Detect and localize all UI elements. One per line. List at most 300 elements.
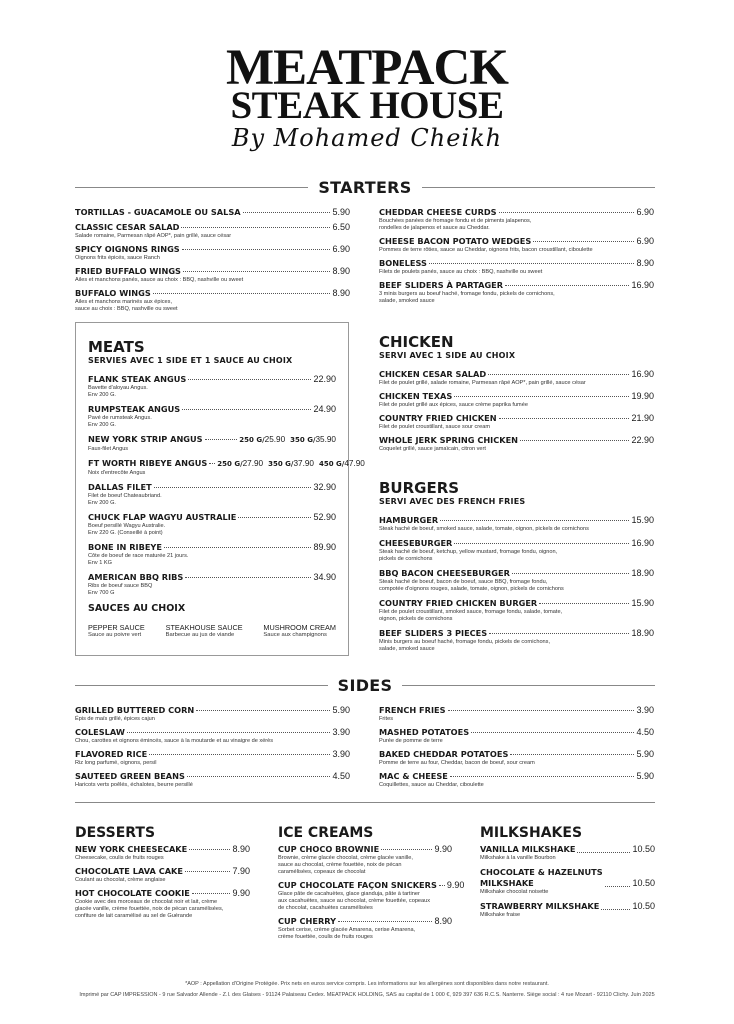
menu-item-price: 9.90: [446, 880, 465, 890]
menu-item-row: [75, 844, 250, 855]
dotted-leader: [512, 573, 630, 574]
menu-item-desc: Épis de maïs grillé, épices cajun: [75, 716, 155, 722]
desserts-title: DESSERTS: [75, 825, 156, 841]
dotted-leader: [149, 754, 330, 755]
menu-item-row: [379, 258, 654, 269]
menu-item: [75, 844, 250, 862]
dotted-leader: [499, 212, 635, 213]
menu-item: [278, 916, 452, 941]
menu-item-price: 9.90: [434, 844, 452, 854]
menu-item-desc: Riz long parfumé, oignons, persil: [75, 760, 157, 766]
menu-item: [379, 749, 654, 767]
price-option: [319, 458, 365, 470]
price-option: [217, 458, 268, 470]
menu-item-price: 22.90: [313, 374, 336, 384]
menu-item: [75, 866, 250, 884]
menu-item-price: 32.90: [313, 482, 336, 492]
menu-item: [379, 207, 654, 232]
menu-item-row: [75, 266, 350, 277]
menu-item-price: 3.90: [636, 705, 654, 715]
menu-item-desc: Coulant au chocolat, crème anglaise: [75, 877, 166, 883]
menu-item-price: 16.90: [631, 538, 654, 548]
menu-item-price: 10.50: [632, 878, 655, 888]
menu-item-desc: Ailes et manchons marinés aux épices, sauce au choix : BBQ, nashville ou sweet: [75, 299, 178, 312]
menu-item-price: 6.90: [636, 236, 654, 246]
starters-right-list: [379, 207, 654, 309]
option-weight: 350 G: [290, 436, 313, 444]
menu-item-desc: Côte de boeuf de race maturée 21 jours. Env 1 KG: [88, 553, 189, 566]
menu-item: [379, 236, 654, 254]
menu-item-row: [379, 749, 654, 760]
menu-item-price: 16.90: [631, 280, 654, 290]
menu-item-name: FT WORTH RIBEYE ANGUS: [88, 458, 208, 468]
menu-item-row: [379, 391, 654, 402]
menu-item-desc: Pommes de terre rôties, sauce au Cheddar, oignons frits, bacon croustillant, ciboulette: [379, 247, 593, 253]
milkshakes-title: MILKSHAKES: [480, 825, 583, 841]
menu-item: [379, 628, 654, 653]
menu-item-name: CHUCK FLAP WAGYU AUSTRALIE: [88, 512, 237, 522]
menu-item: [75, 222, 350, 240]
menu-item-price: 8.90: [332, 288, 350, 298]
menu-item-desc: Ailes et manchons panés, sauce au choix : BBQ, nashville ou sweet: [75, 277, 244, 283]
meats-list: [88, 374, 365, 597]
dotted-leader: [182, 249, 331, 250]
option-price: 25.90: [264, 435, 286, 444]
menu-item-row: [88, 482, 336, 493]
menu-item-desc: 3 minis burgers au boeuf haché, fromage fondu, pickels de cornichons, salade, smoked sauce: [379, 291, 555, 304]
menu-item-desc: Filet de poulet croustillant, sauce sour cream: [379, 424, 490, 430]
menu-item-row: [379, 598, 654, 609]
sauce-desc: Sauce aux champignons: [263, 632, 327, 638]
menu-item-desc: Ribs de boeuf sauce BBQ Env 700 G: [88, 583, 153, 596]
burgers-list: [379, 515, 654, 653]
menu-item: [379, 280, 654, 305]
menu-item: [88, 512, 336, 537]
menu-item-row: [88, 458, 365, 470]
menu-item-desc: Cookie avec des morceaux de chocolat noir et lait, crème glacée vanille, crème fouettée, noix de pécan caramélisées, confiture de lait caramélisé au sel de Guérande: [75, 899, 224, 919]
menu-item-row: [379, 207, 654, 218]
menu-item-desc: Frites: [379, 716, 393, 722]
dotted-leader: [188, 379, 311, 380]
dotted-leader: [601, 909, 630, 910]
menu-item-row: [379, 280, 654, 291]
sauce-name: MUSHROOM CREAM: [263, 623, 336, 632]
menu-item-row: [278, 844, 452, 855]
option-separator: /: [312, 436, 316, 444]
menu-item-name: FLANK STEAK ANGUS: [88, 374, 187, 384]
menu-item-name: CHICKEN CESAR SALAD: [379, 369, 487, 379]
price-option: [290, 434, 336, 446]
menu-item-name: NEW YORK CHEESECAKE: [75, 844, 188, 854]
option-weight: 250 G: [239, 436, 263, 444]
menu-item-row: [75, 705, 350, 716]
menu-item-row: [480, 867, 655, 889]
menu-item-name: CHOCOLATE LAVA CAKE: [75, 866, 183, 876]
menu-item: [278, 880, 465, 912]
menu-item-price: 10.50: [632, 844, 655, 854]
menu-item-name: WHOLE JERK SPRING CHICKEN: [379, 435, 519, 445]
menu-item-desc: Boeuf persillé Wagyu Australie. Env 220 G. (Conseillé à point): [88, 523, 166, 536]
menu-item: [75, 727, 350, 745]
dotted-leader: [577, 852, 630, 853]
menu-item-name: FRENCH FRIES: [379, 705, 446, 715]
sauce-desc: Barbecue au jus de viande: [165, 632, 235, 638]
menu-item-price: 16.90: [631, 369, 654, 379]
menu-item-row: [480, 844, 655, 855]
menu-item-desc: Pomme de terre au four, Cheddar, bacon de boeuf, sour cream: [379, 760, 535, 766]
price-option: [239, 434, 290, 446]
menu-item-price: 3.90: [332, 727, 350, 737]
menu-item: [278, 844, 452, 876]
menu-item-row: [75, 866, 250, 877]
icecreams-section: [278, 825, 465, 945]
menu-item: [88, 542, 336, 567]
menu-item-desc: Faux-filet Angus: [88, 446, 129, 452]
dotted-leader: [187, 776, 331, 777]
menu-item-name: AMERICAN BBQ RIBS: [88, 572, 184, 582]
meats-box: [75, 322, 365, 656]
menu-item-desc: Filet de poulet grillé, salade romaine, Parmesan râpé AOP*, pain grillé, sauce césar: [379, 380, 586, 386]
milkshakes-section: [480, 825, 655, 924]
menu-item-price: 6.90: [332, 244, 350, 254]
dotted-leader: [189, 849, 230, 850]
option-price: 27.90: [242, 459, 264, 468]
menu-item: [480, 867, 655, 896]
menu-item-row: [379, 568, 654, 579]
meats-subtitle: SERVIES AVEC 1 SIDE ET 1 SAUCE AU CHOIX: [88, 356, 293, 365]
dotted-leader: [185, 577, 311, 578]
menu-item-name: BAKED CHEDDAR POTATOES: [379, 749, 509, 759]
menu-item-desc: Glace pâte de cacahuètes, glace gianduja, pâte à tartiner aux cacahuètes, sauce au chocolat, crème fouettée, copeaux de chocolat, cacahuètes caramélisées: [278, 891, 431, 911]
menu-item-row: [480, 901, 655, 912]
menu-item-row: [88, 434, 336, 446]
menu-item-row: [379, 515, 654, 526]
menu-item: [379, 705, 654, 723]
menu-item-row: [379, 435, 654, 446]
sauces-list: [88, 624, 336, 639]
dotted-leader: [209, 463, 215, 464]
menu-item-row: [278, 916, 452, 927]
dotted-leader: [192, 893, 231, 894]
menu-item-name: COLESLAW: [75, 727, 125, 737]
option-weight: 450 G: [318, 460, 342, 468]
burgers-title: BURGERS: [379, 479, 460, 497]
icecreams-list: [278, 844, 465, 941]
option-price: 47.90: [344, 459, 365, 468]
menu-item-price: 8.90: [636, 258, 654, 268]
menu-item-name: CUP CHOCOLATE FAÇON SNICKERS: [278, 880, 437, 890]
starters-header: [75, 178, 655, 197]
menu-item-name: HAMBURGER: [379, 515, 439, 525]
menu-item: [88, 458, 365, 477]
menu-item-desc: Cheesecake, coulis de fruits rouges: [75, 855, 164, 861]
sides-header: [75, 676, 655, 695]
menu-item-desc: Filets de poulets panés, sauce au choix : BBQ, nashville ou sweet: [379, 269, 543, 275]
dotted-leader: [196, 710, 330, 711]
menu-item: [75, 749, 350, 767]
menu-item-desc: Pavé de rumsteak Angus. Env 200 G.: [88, 415, 152, 428]
menu-item-price: 89.90: [313, 542, 336, 552]
dotted-leader: [539, 603, 629, 604]
sides-bottom-divider: [75, 802, 655, 803]
dotted-leader: [182, 409, 311, 410]
brand-title: MEATPACK: [226, 40, 508, 96]
menu-item-row: [75, 888, 250, 899]
menu-item-name: CUP CHERRY: [278, 916, 337, 926]
menu-item: [88, 374, 336, 399]
chicken-subtitle: SERVI AVEC 1 SIDE AU CHOIX: [379, 351, 516, 360]
menu-item: [379, 568, 654, 593]
menu-item-row: [379, 369, 654, 380]
dotted-leader: [243, 212, 331, 213]
menu-item-name: BEEF SLIDERS À PARTAGER: [379, 280, 504, 290]
menu-item-row: [88, 542, 336, 553]
sides-title: SIDES: [337, 676, 393, 695]
menu-item-price: 10.50: [632, 901, 655, 911]
dotted-leader: [489, 633, 629, 634]
menu-item-name: CLASSIC CESAR SALAD: [75, 222, 180, 232]
menu-item-name: CHEESEBURGER: [379, 538, 453, 548]
desserts-list: [75, 844, 250, 920]
menu-item-price: 19.90: [631, 391, 654, 401]
option-separator: /: [341, 460, 345, 468]
menu-item: [75, 244, 350, 262]
menu-item-price: 5.90: [332, 705, 350, 715]
menu-item: [88, 404, 336, 429]
dotted-leader: [499, 418, 630, 419]
menu-item-row: [278, 880, 465, 891]
menu-item-price: 15.90: [631, 598, 654, 608]
menu-item-desc: Coquillettes, sauce au Cheddar, ciboulette: [379, 782, 484, 788]
dotted-leader: [439, 885, 445, 886]
brand-subtitle: STEAK HOUSE: [230, 84, 504, 127]
menu-item-price: 52.90: [313, 512, 336, 522]
dotted-leader: [440, 520, 629, 521]
dotted-leader: [533, 241, 634, 242]
menu-item-desc: Coquelet grillé, sauce jamaïcain, citron vert: [379, 446, 486, 452]
menu-item-name: GRILLED BUTTERED CORN: [75, 705, 195, 715]
milkshakes-list: [480, 844, 655, 919]
starters-left-list: [75, 207, 350, 317]
menu-item-price: 6.50: [332, 222, 350, 232]
dotted-leader: [338, 921, 432, 922]
dotted-leader: [454, 396, 629, 397]
menu-item-name: SPICY OIGNONS RINGS: [75, 244, 180, 254]
menu-item-name: BUFFALO WINGS: [75, 288, 151, 298]
menu-item-desc: Noix d'entrecôte Angus: [88, 470, 146, 476]
menu-item-name: CHEESE BACON POTATO WEDGES: [379, 236, 532, 246]
menu-item-desc: Salade romaine, Parmesan râpé AOP*, pain grillé, sauce césar: [75, 233, 232, 239]
sauce-item: [166, 624, 243, 639]
menu-item-desc: Steak haché de boeuf, bacon de boeuf, sauce BBQ, fromage fondu, compotée d'oignons rouges, salade, tomate, oignon, pickels de cornichons: [379, 579, 564, 592]
option-separator: /: [290, 460, 294, 468]
menu-item: [379, 771, 654, 789]
dotted-leader: [488, 374, 629, 375]
menu-item: [480, 844, 655, 862]
menu-item: [379, 538, 654, 563]
desserts-section: [75, 825, 250, 924]
menu-item-name: CUP CHOCO BROWNIE: [278, 844, 380, 854]
dotted-leader: [454, 543, 629, 544]
dotted-leader: [429, 263, 635, 264]
menu-item-desc: Purée de pomme de terre: [379, 738, 443, 744]
footer-note: *AOP : Appellation d'Origine Protégée. Prix nets en euros service compris. Les informations sur les allergènes sont disponibles dans notre restaurant.: [185, 981, 549, 987]
option-weight: 250 G: [217, 460, 241, 468]
menu-item: [75, 266, 350, 284]
dotted-leader: [238, 517, 311, 518]
menu-item-price: 18.90: [631, 568, 654, 578]
menu-item-row: [379, 727, 654, 738]
menu-item-row: [379, 628, 654, 639]
sides-left-list: [75, 705, 350, 793]
sauce-name: PEPPER SAUCE: [88, 623, 145, 632]
menu-item-desc: Haricots verts poêlés, échalotes, beurre persillé: [75, 782, 193, 788]
menu-item-price: 21.90: [631, 413, 654, 423]
menu-item: [88, 434, 336, 453]
sauces-title: SAUCES AU CHOIX: [88, 603, 186, 614]
icecreams-title: ICE CREAMS: [278, 825, 374, 841]
menu-item: [379, 435, 654, 453]
menu-item-price: 8.90: [332, 266, 350, 276]
menu-item-price: 15.90: [631, 515, 654, 525]
dotted-leader: [450, 776, 635, 777]
sides-right-list: [379, 705, 654, 793]
menu-item: [75, 288, 350, 313]
menu-item-name: RUMPSTEAK ANGUS: [88, 404, 181, 414]
dotted-leader: [471, 732, 634, 733]
menu-item: [88, 572, 336, 597]
menu-item-price: 7.90: [232, 866, 250, 876]
menu-item-desc: Filet de boeuf Chateaubriand. Env 200 G.: [88, 493, 162, 506]
menu-item: [379, 391, 654, 409]
menu-item-desc: Milkshake chocolat noisette: [480, 889, 549, 895]
menu-item: [379, 515, 654, 533]
menu-item: [75, 705, 350, 723]
menu-item-name: BEEF SLIDERS 3 PIECES: [379, 628, 488, 638]
menu-item-price: 9.90: [232, 888, 250, 898]
menu-item-price: 4.50: [332, 771, 350, 781]
menu-item: [379, 369, 654, 387]
menu-item: [88, 482, 336, 507]
menu-item-price: 18.90: [631, 628, 654, 638]
menu-item-name: NEW YORK STRIP ANGUS: [88, 434, 203, 444]
dotted-leader: [505, 285, 629, 286]
menu-item-name: STRAWBERRY MILKSHAKE: [480, 901, 600, 911]
menu-item-row: [379, 236, 654, 247]
footer-legal: Imprimé par CAP IMPRESSION - 9 rue Salvador Allende - Z.I. des Glaises - 91124 Palaiseau Cedex. MEATPACK HOLDING, SAS au capital de 1 000 €, 929 397 636 R.C.S. Nanterre. Siège social : 4 rue Mozart - 92110 Clichy. Juin 2025: [79, 992, 655, 998]
menu-item: [75, 207, 350, 218]
option-separator: /: [262, 436, 265, 444]
menu-item-desc: Steak haché de boeuf, ketchup, yellow mustard, fromage fondu, oignon, pickels de cornichons: [379, 549, 558, 562]
menu-item-price: 4.50: [636, 727, 654, 737]
burgers-subtitle: SERVI AVEC DES FRENCH FRIES: [379, 497, 526, 506]
sauce-item: [88, 624, 145, 639]
menu-item-name: CHOCOLATE & HAZELNUTS MILKSHAKE: [480, 867, 603, 888]
menu-item-desc: Steak haché de boeuf, smoked sauce, salade, tomate, oignon, pickels de cornichons: [379, 526, 589, 532]
dotted-leader: [605, 886, 631, 887]
menu-item-name: CHICKEN TEXAS: [379, 391, 453, 401]
dotted-leader: [510, 754, 634, 755]
menu-item-desc: Sorbet cerise, crème glacée Amarena, cerise Amarena, crème fouettée, coulis de fruits rouges: [278, 927, 416, 940]
brand-signature: By Mohamed Cheikh: [231, 124, 503, 152]
menu-item-price: 5.90: [636, 771, 654, 781]
dotted-leader: [520, 440, 629, 441]
menu-item-price: 24.90: [313, 404, 336, 414]
burgers-section: [379, 480, 654, 658]
menu-item-name: MASHED POTATOES: [379, 727, 470, 737]
menu-item-row: [88, 572, 336, 583]
sauce-name: STEAKHOUSE SAUCE: [165, 623, 243, 632]
dotted-leader: [127, 732, 331, 733]
menu-item-desc: Milkshake à la vanille Bourbon: [480, 855, 556, 861]
price-option: [268, 458, 319, 470]
sauce-item: [263, 624, 336, 639]
menu-item-name: FRIED BUFFALO WINGS: [75, 266, 181, 276]
menu-item: [75, 888, 250, 920]
dotted-leader: [381, 849, 432, 850]
menu-item-row: [379, 771, 654, 782]
chicken-section: [379, 334, 654, 457]
menu-item-price: 8.90: [434, 916, 452, 926]
menu-item-row: [75, 771, 350, 782]
dotted-leader: [154, 487, 312, 488]
menu-item-name: COUNTRY FRIED CHICKEN BURGER: [379, 598, 538, 608]
sauce-desc: Sauce au poivre vert: [88, 632, 142, 638]
menu-item-desc: Minis burgers au boeuf haché, fromage fondu, pickels de cornichons, salade, smoked sauce: [379, 639, 551, 652]
option-separator: /: [240, 460, 243, 468]
menu-item-name: CHEDDAR CHEESE CURDS: [379, 207, 497, 217]
menu-item-desc: Milkshake fraise: [480, 912, 521, 918]
menu-item-price: 22.90: [631, 435, 654, 445]
starters-title: STARTERS: [318, 178, 412, 197]
menu-item: [379, 413, 654, 431]
menu-item: [480, 901, 655, 919]
dotted-leader: [448, 710, 635, 711]
menu-item-desc: Bavette d'aloyau Angus. Env 200 G.: [88, 385, 148, 398]
menu-item-desc: Oignons frits épicés, sauce Ranch: [75, 255, 160, 261]
menu-item-row: [379, 705, 654, 716]
menu-item-row: [379, 538, 654, 549]
option-price: 35.90: [315, 435, 336, 444]
menu-item-row: [88, 404, 336, 415]
dotted-leader: [183, 271, 331, 272]
menu-item-name: BONELESS: [379, 258, 427, 268]
option-price: 37.90: [293, 459, 314, 468]
menu-item-row: [75, 288, 350, 299]
menu-item-row: [75, 222, 350, 233]
menu-item-name: VANILLA MILKSHAKE: [480, 844, 576, 854]
meats-title: MEATS: [88, 338, 145, 356]
menu-item: [379, 598, 654, 623]
menu-item-desc: Brownie, crème glacée chocolat, crème glacée vanille, sauce au chocolat, crème fouettée, noix de pécan caramélisées, copeaux de chocolat: [278, 855, 413, 875]
menu-item-row: [88, 374, 336, 385]
menu-item-price: 5.90: [332, 207, 350, 217]
menu-item-name: COUNTRY FRIED CHICKEN: [379, 413, 497, 423]
menu-item-name: TORTILLAS - GUACAMOLE OU SALSA: [75, 207, 241, 217]
menu-item-row: [75, 749, 350, 760]
menu-item: [379, 258, 654, 276]
menu-item-name: SAUTEED GREEN BEANS: [75, 771, 185, 781]
menu-item-price: 5.90: [636, 749, 654, 759]
chicken-list: [379, 369, 654, 453]
menu-item: [75, 771, 350, 789]
menu-item-name: DALLAS FILET: [88, 482, 152, 492]
menu-item: [379, 727, 654, 745]
menu-item-desc: Filet de poulet croustillant, smoked sauce, fromage fondu, salade, tomate, oignon, pickels de cornichons: [379, 609, 563, 622]
menu-item-name: BBQ BACON CHEESEBURGER: [379, 568, 510, 578]
dotted-leader: [153, 293, 331, 294]
menu-item-name: BONE IN RIBEYE: [88, 542, 162, 552]
